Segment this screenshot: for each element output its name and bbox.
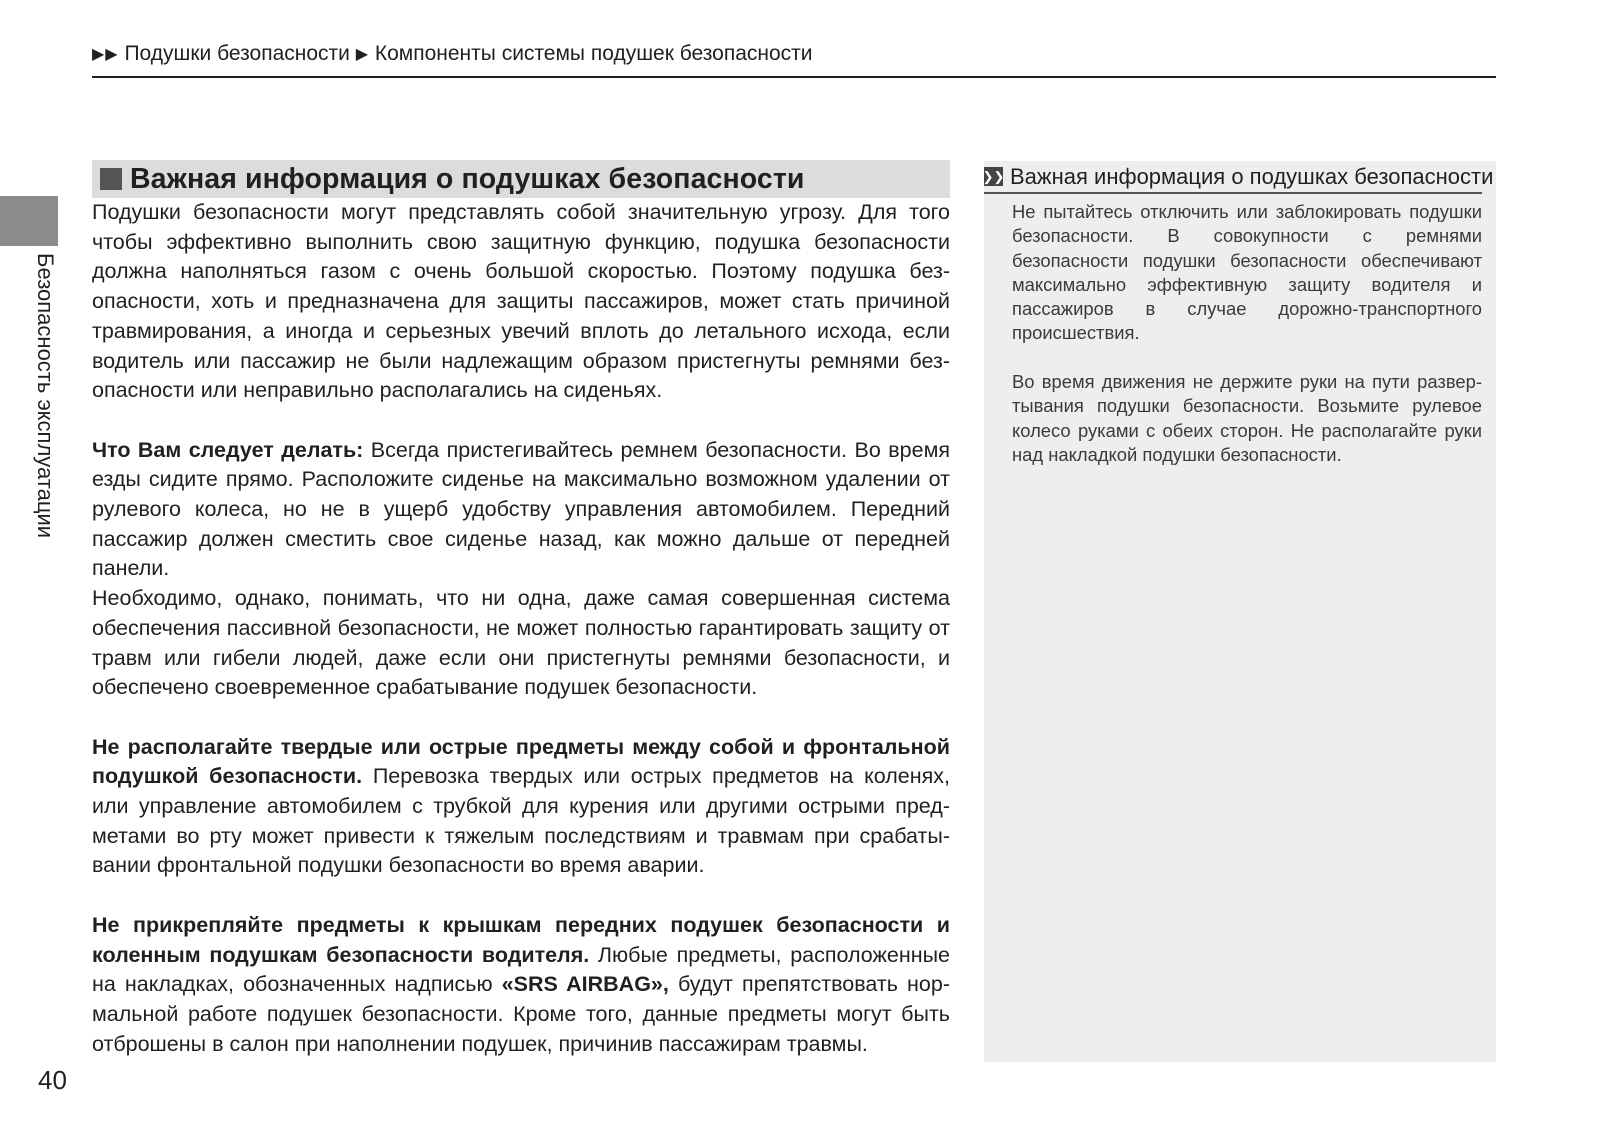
breadcrumb-level2[interactable]: Компоненты системы подушек безопасности xyxy=(374,42,813,65)
covers-heading: Не прикрепляйте предметы к крышкам передних подушек безопасности и коленным подушкам безопасности водителя. xyxy=(92,912,950,967)
covers-text-a: Любые предметы, расположенные на накладках, обозначенных надписью xyxy=(92,942,950,997)
note-paragraph-2: Во время движения не держите руки на пути развертывания подушки безопасности. Возьмите рулевое колесо руками с обеих сторон. Не располагайте руки над накладкой подушки безопасности. xyxy=(1012,371,1482,465)
chapter-tab-marker xyxy=(0,196,58,246)
page-number: 40 xyxy=(38,1065,67,1095)
what-to-do-text: Всегда пристегивайтесь ремнем безопасности. Во время езды сидите прямо. Расположите сиденье на максимально возможном удалении от рулевого колеса, но не в ущерб удобству управления автомобилем. Передний пассажир должен сместить свое сиденье назад, как можно дальше от передней панели. xyxy=(92,437,950,581)
paragraph-what-to-do xyxy=(92,436,950,585)
note-paragraph-1: Не пытайтесь отключить или заблокировать подушки безопасности. В совокупности с ремнями безопасности подушки безопасности обеспечивают максимально эффективную защиту водителя и пассажиров в случае дорожно-транспортного происшествия. xyxy=(1012,201,1482,344)
main-content xyxy=(92,160,950,1059)
srs-airbag-label: «SRS AIRBAG», xyxy=(501,972,669,997)
square-bullet-icon xyxy=(100,168,122,190)
arrow-separator-icon: ▶ xyxy=(355,46,370,63)
note-body xyxy=(984,194,1496,467)
paragraph-limitations: Необходимо, однако, понимать, что ни одна, даже самая совершенная система обеспечения пассивной безопасности, не может полностью гарантировать защиту от травм или гибели людей, даже если они пристегнуты ремнями безопасности, и обеспечено своевременное срабатывание подушек безопасности. xyxy=(92,586,950,700)
section-title xyxy=(92,160,950,198)
breadcrumb-level1[interactable]: Подушки безопасности xyxy=(124,42,350,65)
what-to-do-heading: Что Вам следует делать: xyxy=(92,437,364,462)
sharp-objects-text: Перевозка твердых или острых предметов на коленях, или управление автомобилем с трубкой для курения или другими острыми предметами во рту может привести к тяжелым последствиям и травмам при срабатывании фронтальной подушки безопасности во время аварии. xyxy=(92,764,950,878)
note-marker-icon: ❯❯ xyxy=(984,167,1003,186)
chapter-label: Безопасность эксплуатации xyxy=(33,253,58,539)
double-arrow-icon: ▶▶ xyxy=(92,46,119,63)
sharp-objects-heading: Не располагайте твердые или острые предметы между собой и фронтальной подушкой безопасности. xyxy=(92,734,950,789)
paragraph-covers xyxy=(92,911,950,1060)
breadcrumb xyxy=(92,40,1496,78)
note-title: Важная информация о подушках безопасности xyxy=(1010,163,1494,189)
paragraph-sharp-objects xyxy=(92,733,950,882)
note-panel xyxy=(984,161,1496,1062)
section-title-text: Важная информация о подушках безопасности xyxy=(130,162,805,195)
note-header xyxy=(982,161,1494,194)
paragraph-intro: Подушки безопасности могут представлять собой значительную угрозу. Для того чтобы эффективно выполнить свою защитную функцию, подушка безопасности должна наполняться газом с очень большой скоростью. Поэтому подушка безопасности, хоть и предназначена для защиты пассажиров, может стать причиной травмирования, а иногда и серьезных увечий вплоть до летального исхода, если водитель или пассажир не были надлежащим образом пристегнуты ремнями безопасности или неправильно располагались на сиденьях. xyxy=(92,200,950,403)
covers-text-b: будут препятствовать нормальной работе подушек безопасности. Кроме того, данные предметы могут быть отброшены в салон при наполнении подушек, причинив пассажирам травмы. xyxy=(92,972,950,1056)
